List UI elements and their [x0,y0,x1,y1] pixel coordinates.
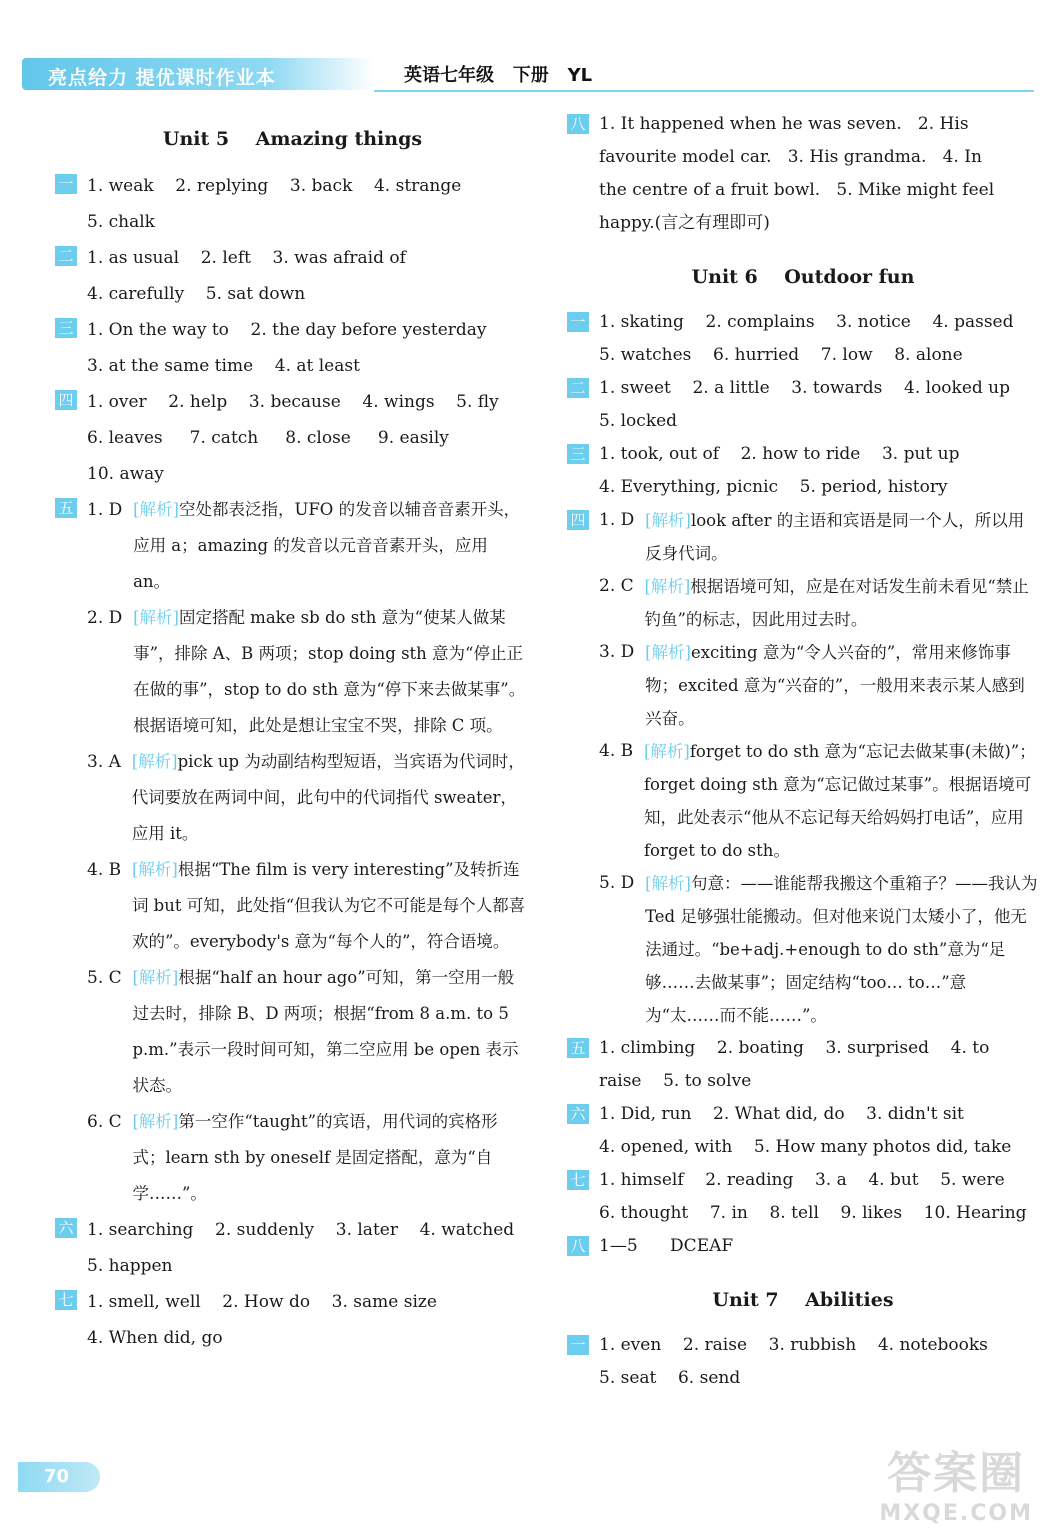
answer-line: happy.(言之有理即可) [599,213,770,233]
u6-section-8 [567,1230,1039,1263]
analysis-text: exciting 意为“令人兴奋的”，常用来修饰事物；excited 意为“兴奋的”，一般用来表示某人感到兴奋。 [645,643,1025,728]
u6-section-3 [567,438,1039,504]
section-badge: 一 [567,312,589,332]
answer-line: 1—5 DCEAF [599,1236,734,1256]
u5-section-1 [55,168,530,240]
section-badge: 一 [567,1335,589,1355]
analysis-item [599,867,1039,1032]
brand-banner [22,58,374,90]
analysis-text: 固定搭配 make sb do sth 意为“使某人做某事”，排除 A、B 两项；stop doing sth 意为“停止正在做的事”，stop to do sth 意为“停下来去做某事”。根据语境可知，此处是想让宝宝不哭，排除 C 项。 [133,608,526,735]
watermark-url: MXQE.COM [879,1501,1033,1526]
analysis-text: 句意：——谁能帮我搬这个重箱子？——我认为 Ted 足够强壮能搬动。但对他来说门太矮小了，他无法通过。“be+adj.+enough to do sth”意为“足够……去做某事”；固定结构“too… to…”意为“太……而不能……”。 [645,874,1038,1025]
watermark-logo-text: 答案圈 [887,1448,1026,1499]
answer-line: 1. It happened when he was seven. 2. His [599,114,969,134]
answer-line: 5. watches 6. hurried 7. low 8. alone [599,345,963,365]
answer-line: 1. climbing 2. boating 3. surprised 4. to [599,1038,990,1058]
u5-section-5 [55,492,530,1212]
analysis-item [87,600,530,744]
answer-line: 4. When did, go [87,1328,223,1348]
left-column [55,100,530,1356]
u6-section-5 [567,1032,1039,1098]
answer-line: 1. over 2. help 3. because 4. wings 5. fly [87,392,499,412]
analysis-item [599,636,1039,735]
answer-line: 4. carefully 5. sat down [87,284,306,304]
analysis-text: pick up 为动副结构型短语，当宾语为代词时，代词要放在两词中间，此句中的代词指代 sweater，应用 it。 [131,752,525,843]
answer-line: 5. happen [87,1256,173,1276]
brand-text: 亮点给力 提优课时作业本 [48,67,276,89]
answer-choice: 4. B [599,741,644,761]
answer-line: 1. as usual 2. left 3. was afraid of [87,248,406,268]
page-number: 70 [18,1462,100,1492]
analysis-tag: [解析] [133,500,179,519]
answer-line: 1. Did, run 2. What did, do 3. didn't sit [599,1104,964,1124]
section-badge: 四 [55,390,77,410]
answer-line: 4. Everything, picnic 5. period, history [599,477,948,497]
answer-choice: 2. C [599,576,645,596]
answer-line: 4. opened, with 5. How many photos did, take [599,1137,1012,1157]
unit-7-title: Unit 7 Abilities [712,1289,894,1311]
u5-section-2 [55,240,530,312]
answer-choice: 1. D [599,510,646,530]
page-header [22,56,1034,92]
answer-line: 1. took, out of 2. how to ride 3. put up [599,444,960,464]
analysis-tag: [解析] [132,1112,179,1131]
section-badge: 六 [55,1218,77,1238]
u5-section-6 [55,1212,530,1284]
analysis-item [87,960,530,1104]
analysis-item [87,492,530,600]
header-title: 英语七年级 下册 YL [404,65,593,86]
analysis-item [87,852,530,960]
answer-line: 5. locked [599,411,678,431]
analysis-tag: [解析] [645,511,691,530]
u6-section-4 [567,504,1039,1032]
right-column [567,108,1039,1395]
u5-section-4 [55,384,530,492]
u6-section-6 [567,1098,1039,1164]
answer-choice: 6. C [87,1112,133,1132]
u5-section-8 [567,108,1039,240]
section-badge: 七 [567,1170,589,1190]
u6-section-1 [567,306,1039,372]
answer-choice: 4. B [87,860,132,880]
analysis-tag: [解析] [131,860,178,879]
analysis-text: forget to do sth 意为“忘记去做某事(未做)”；forget doing sth 意为“忘记做过某事”。根据语境可知，此处表示“他从不忘记每天给妈妈打电话”，应用 forget to do sth。 [643,742,1036,860]
section-badge: 三 [567,444,589,464]
analysis-text: 根据“half an hour ago”可知，第一空用一般过去时，排除 B、D 两项；根据“from 8 a.m. to 5 p.m.”表示一段时间可知，第二空应用 be open 表示状态。 [132,968,519,1095]
analysis-item [599,504,1039,570]
section-badge: 三 [55,318,77,338]
u6-section-7 [567,1164,1039,1230]
section-badge: 八 [567,114,589,134]
answer-line: 1. skating 2. complains 3. notice 4. passed [599,312,1014,332]
answer-line: 1. On the way to 2. the day before yesterday [87,320,487,340]
answer-line: 6. leaves 7. catch 8. close 9. easily [87,428,449,448]
unit-5-title: Unit 5 Amazing things [162,128,423,150]
analysis-item [599,570,1039,636]
section-badge: 八 [567,1236,589,1256]
u5-section-7 [55,1284,530,1356]
u6-section-2 [567,372,1039,438]
answer-line: 1. weak 2. replying 3. back 4. strange [87,176,462,196]
header-divider [374,90,1034,92]
unit-6-title: Unit 6 Outdoor fun [691,266,915,288]
analysis-text: look after 的主语和宾语是同一个人，所以用反身代词。 [645,511,1025,563]
answer-line: 10. away [87,464,164,484]
section-badge: 五 [567,1038,589,1058]
analysis-tag: [解析] [644,577,691,596]
analysis-text: 第一空作“taught”的宾语，用代词的宾格形式；learn sth by oneself 是固定搭配，意为“自学……”。 [132,1112,498,1203]
answer-line: the centre of a fruit bowl. 5. Mike might feel [599,180,995,200]
section-badge: 二 [567,378,589,398]
analysis-item [599,735,1039,867]
u5-section-3 [55,312,530,384]
answer-line: 1. sweet 2. a little 3. towards 4. looked up [599,378,1011,398]
answer-choice: 5. D [599,873,646,893]
section-badge: 七 [55,1290,77,1310]
answer-choice: 2. D [87,608,134,628]
section-badge: 六 [567,1104,589,1124]
analysis-text: 根据语境可知，应是在对话发生前未看见“禁止钓鱼”的标志，因此用过去时。 [644,577,1029,629]
answer-line: 1. himself 2. reading 3. a 4. but 5. were [599,1170,1005,1190]
answer-line: 3. at the same time 4. at least [87,356,360,376]
section-badge: 四 [567,510,589,530]
analysis-text: 空处都表泛指，UFO 的发音以辅音音素开头，应用 a；amazing 的发音以元音音素开头，应用 an。 [133,500,521,591]
watermark-logo [879,1437,1033,1526]
analysis-item [87,744,530,852]
analysis-tag: [解析] [131,752,178,771]
answer-line: 6. thought 7. in 8. tell 9. likes 10. Hearing [599,1203,1027,1223]
answer-choice: 3. A [87,752,132,772]
section-badge: 五 [55,498,77,518]
analysis-tag: [解析] [132,968,179,987]
answer-line: 1. searching 2. suddenly 3. later 4. watched [87,1220,515,1240]
analysis-item [87,1104,530,1212]
answer-line: raise 5. to solve [599,1071,752,1091]
answer-choice: 1. D [87,500,134,520]
analysis-tag: [解析] [133,608,179,627]
answer-line: 5. chalk [87,212,155,232]
answer-line: 1. even 2. raise 3. rubbish 4. notebooks [599,1335,988,1355]
answer-line: favourite model car. 3. His grandma. 4. In [599,147,982,167]
analysis-text: 根据“The film is very interesting”及转折连词 but 可知，此处指“但我认为它不可能是每个人都喜欢的”。everybody's 意为“每个人的”，符合语境。 [131,860,526,951]
analysis-tag: [解析] [645,874,691,893]
section-badge: 一 [55,174,77,194]
u7-section-1 [567,1329,1039,1395]
section-badge: 二 [55,246,77,266]
answer-line: 5. seat 6. send [599,1368,741,1388]
answer-choice: 5. C [87,968,133,988]
analysis-tag: [解析] [645,643,691,662]
analysis-tag: [解析] [643,742,690,761]
answer-line: 1. smell, well 2. How do 3. same size [87,1292,437,1312]
answer-choice: 3. D [599,642,646,662]
